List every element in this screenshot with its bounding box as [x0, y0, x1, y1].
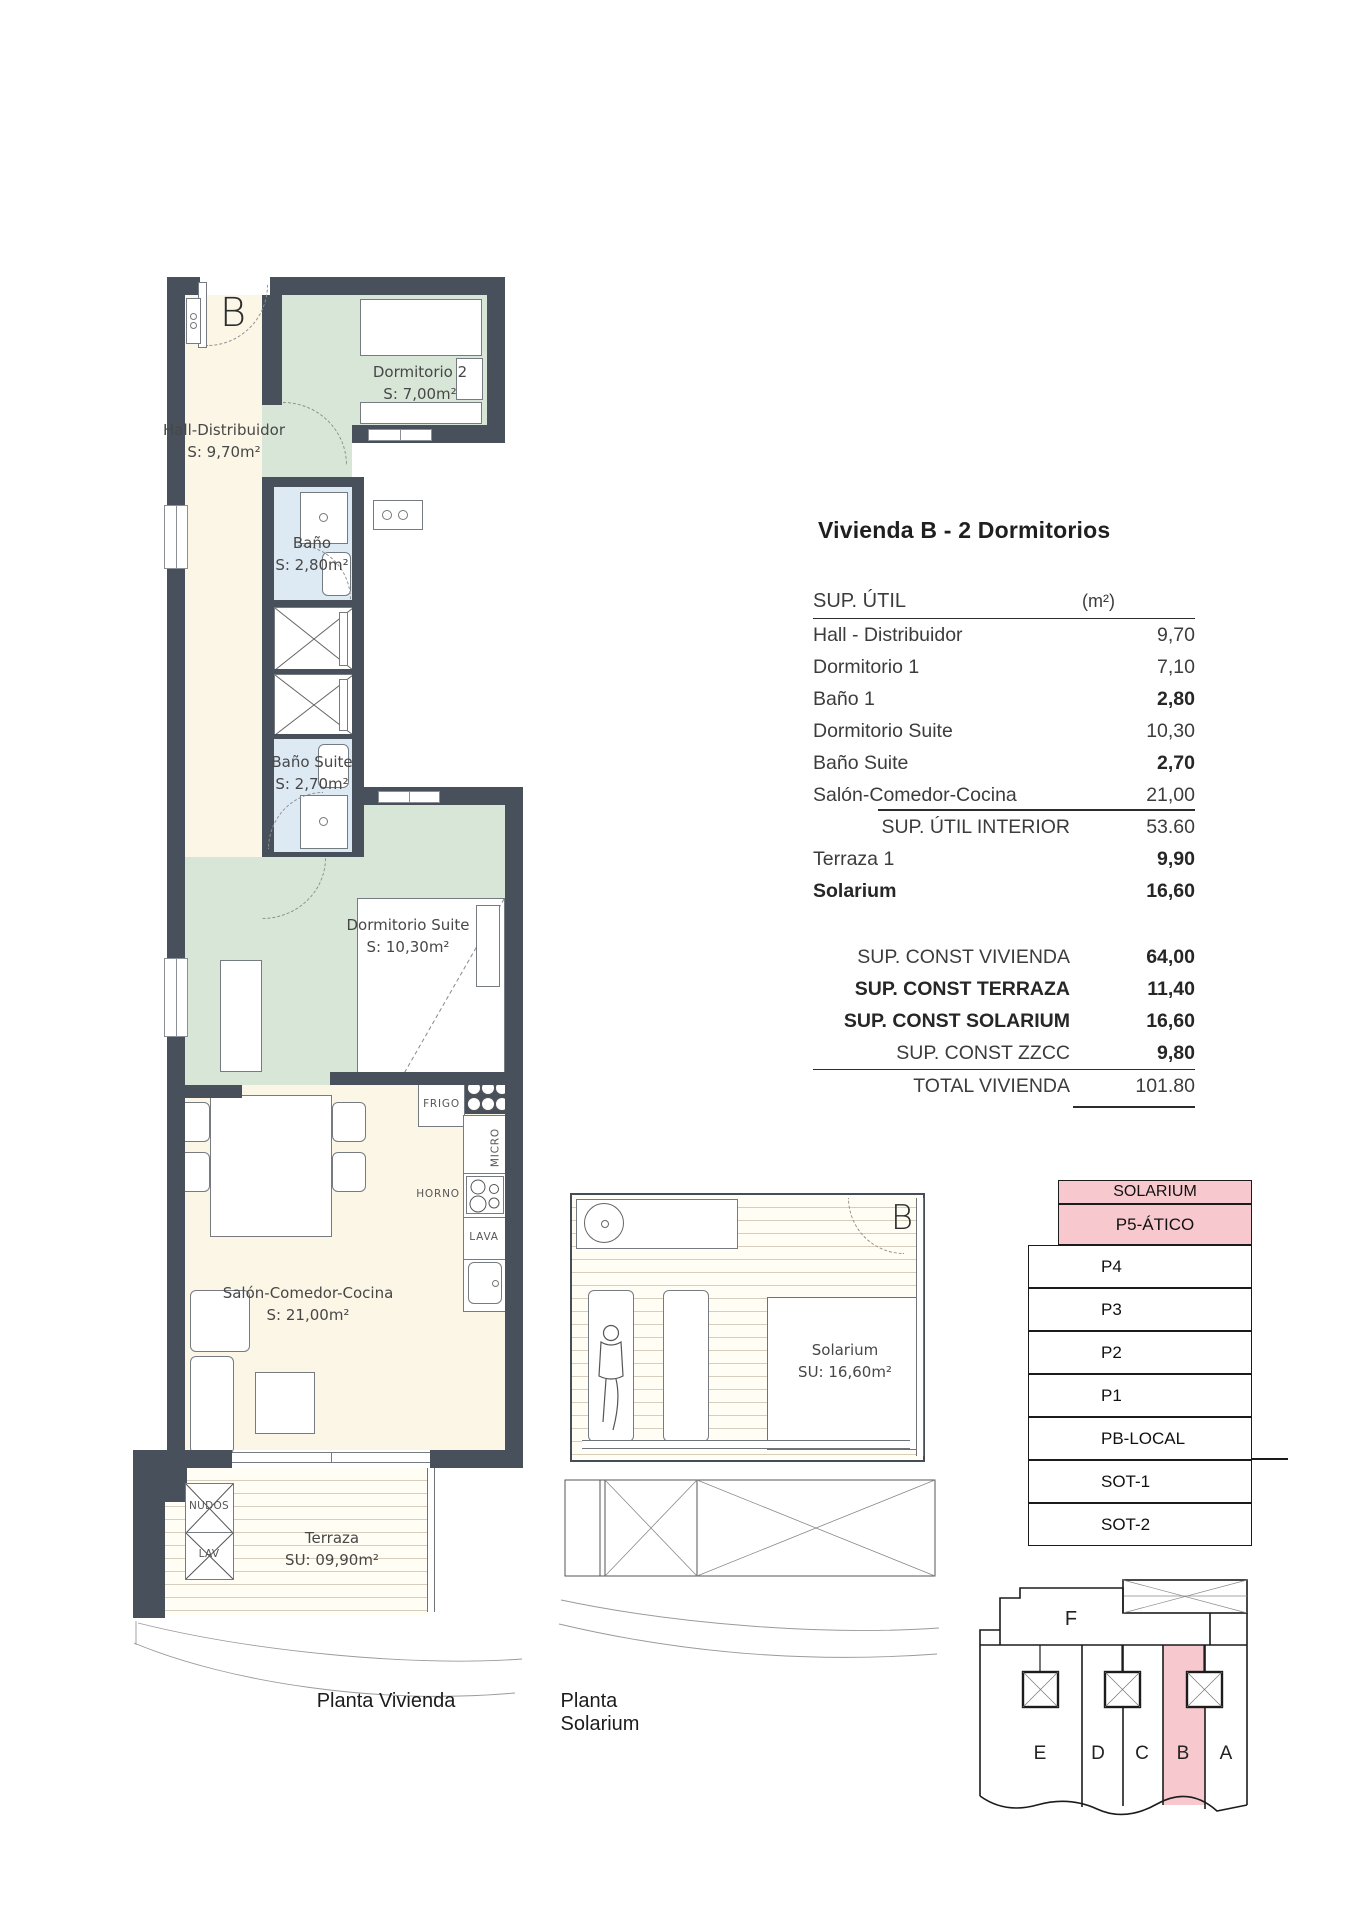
suite-label: Dormitorio Suite S: 10,30m² — [346, 916, 470, 956]
wall-right-dorm2 — [487, 295, 505, 425]
key-plan-unit-b-highlight — [1163, 1645, 1205, 1805]
area-table-header — [813, 585, 1195, 619]
chair — [332, 1102, 366, 1142]
area-table — [813, 585, 1195, 907]
wall-top — [270, 277, 505, 295]
utility-bottom-label: LAV — [198, 1548, 220, 1560]
wall-top-left — [167, 277, 200, 295]
table-row: SUP. CONST SOLARIUM 16,60 — [843, 1009, 1195, 1032]
sliding-door — [232, 1452, 430, 1463]
wall-kitchen-top — [330, 1072, 505, 1085]
coffee-table — [255, 1372, 315, 1434]
wall-bano-top — [262, 477, 364, 487]
hob — [466, 1176, 504, 1214]
dining-table — [210, 1095, 332, 1237]
bano1-label: Baño S: 2,80m² — [275, 534, 349, 574]
wall-salon-bottom-right — [430, 1450, 505, 1468]
wall-suite-salon-stub — [167, 1085, 242, 1098]
solarium-sill — [582, 1440, 910, 1449]
floor-sot2: SOT-2 — [1028, 1503, 1252, 1546]
floor-plan-caption: Planta Vivienda — [316, 1690, 456, 1712]
micro-label: MICRO — [489, 1128, 502, 1168]
exterior-ledge — [373, 500, 423, 530]
wall-terrace-corner — [133, 1450, 187, 1502]
key-plan-unit-b: B — [1176, 1743, 1190, 1764]
room-dormitorio-suite-upper — [364, 805, 505, 857]
window-suite — [378, 791, 440, 803]
total-rule — [1073, 1106, 1195, 1108]
floor-pb-local: PB-LOCAL — [1028, 1417, 1252, 1460]
wardrobe-1 — [274, 607, 354, 671]
floor-p4: P4 — [1028, 1245, 1252, 1288]
terraza-label: Terraza SU: 09,90m² — [285, 1529, 379, 1569]
wall-wardrobe-bottom — [274, 734, 364, 739]
window-left-1 — [164, 505, 188, 569]
solarium-ground-lines — [555, 1590, 945, 1705]
table-row: Dormitorio 1 7,10 — [813, 655, 1195, 678]
wall-banosuite-bottom — [274, 852, 364, 857]
electrical-panel — [186, 298, 201, 344]
table-row: SUP. CONST VIVIENDA 64,00 — [857, 945, 1195, 968]
floor-p5-atico: P5-ÁTICO — [1058, 1204, 1252, 1245]
ground-line — [1252, 1458, 1288, 1460]
crosshatch-lines — [1123, 1580, 1247, 1613]
wall-hall-dorm2 — [262, 295, 282, 405]
table-row: SUP. CONST TERRAZA 11,40 — [854, 977, 1195, 1000]
fridge-label: FRIGO — [423, 1097, 460, 1110]
salon-label: Salón-Comedor-Cocina S: 21,00m² — [222, 1284, 394, 1324]
key-plan — [975, 1570, 1345, 1870]
terrace-railing — [427, 1468, 435, 1612]
header-unit: (m²) — [1082, 591, 1115, 611]
subtotal-rule — [878, 809, 1195, 811]
solarium-label: Solarium SU: 16,60m² — [798, 1341, 892, 1381]
table-row: Terraza 1 9,90 — [813, 847, 1195, 870]
key-plan-unit-c: C — [1135, 1743, 1149, 1764]
plan-unit-letter: B — [219, 290, 247, 336]
table-row-subtotal: SUP. ÚTIL INTERIOR 53.60 — [881, 815, 1195, 838]
solarium-unit-letter: B — [890, 1198, 914, 1238]
sofa — [190, 1356, 234, 1454]
page-title: Vivienda B - 2 Dormitorios — [818, 517, 1111, 543]
key-plan-unit-e: E — [1033, 1743, 1047, 1764]
shower-tray-icon — [584, 1203, 624, 1243]
window-left-2 — [164, 958, 188, 1037]
dorm2-label: Dormitorio 2 S: 7,00m² — [372, 363, 468, 403]
table-row: Hall - Distribuidor 9,70 — [813, 623, 1195, 646]
wall-bano-bottom — [274, 600, 364, 607]
floor-p2: P2 — [1028, 1331, 1252, 1374]
wardrobe-2 — [274, 674, 354, 736]
chair — [332, 1152, 366, 1192]
bed-dorm2 — [360, 299, 482, 356]
key-plan-upper-label: F — [1064, 1608, 1078, 1630]
sun-lounger-2 — [663, 1290, 709, 1442]
window-dorm2 — [368, 429, 432, 441]
table-row: Solarium 16,60 — [813, 879, 1195, 902]
wall-hall-mid — [262, 477, 274, 857]
table-row-total: TOTAL VIVIENDA 101.80 — [913, 1074, 1195, 1097]
kitchen-sink — [468, 1262, 502, 1304]
room-hall — [185, 295, 262, 857]
solarium-plan-caption: Planta Solarium — [560, 1690, 640, 1735]
floor-p1: P1 — [1028, 1374, 1252, 1417]
sink-drain-icon — [319, 513, 328, 522]
table-row: SUP. CONST ZZCC 9,80 — [813, 1037, 1195, 1070]
floor-plan — [0, 0, 560, 1920]
fridge-cabinet — [418, 1080, 465, 1127]
table-row: Salón-Comedor-Cocina 21,00 — [813, 783, 1195, 806]
hall-label: Hall-Distribuidor S: 9,70m² — [162, 421, 286, 461]
table-row: Baño Suite 2,70 — [813, 751, 1195, 774]
floor-p3: P3 — [1028, 1288, 1252, 1331]
wall-terrace-left — [133, 1502, 165, 1618]
key-plan-unit-a: A — [1219, 1743, 1233, 1764]
utility-top-label: NUDOS — [188, 1500, 230, 1512]
elevator-shaft-icons — [1023, 1672, 1222, 1707]
header-label: SUP. ÚTIL — [813, 590, 906, 612]
banosuite-label: Baño Suite S: 2,70m² — [271, 753, 353, 793]
wall-right-main — [505, 805, 523, 1468]
const-table — [813, 941, 1195, 1102]
bench-suite — [220, 960, 262, 1072]
wall-left — [167, 295, 185, 1450]
oven-label: HORNO — [416, 1188, 460, 1200]
solarium-railing — [916, 1198, 924, 1456]
solarium-lower-hatch — [560, 1472, 940, 1584]
floor-solarium: SOLARIUM — [1058, 1180, 1252, 1204]
hob-burners-icon — [467, 1177, 503, 1213]
dishwasher-label: LAVA — [469, 1231, 499, 1243]
key-plan-unit-d: D — [1091, 1743, 1105, 1764]
wall-wardrobe-divider — [274, 669, 364, 674]
table-row: Dormitorio Suite 10,30 — [813, 719, 1195, 742]
person-figure — [592, 1322, 628, 1440]
table-row: Baño 1 2,80 — [813, 687, 1195, 710]
floor-sot1: SOT-1 — [1028, 1460, 1252, 1503]
